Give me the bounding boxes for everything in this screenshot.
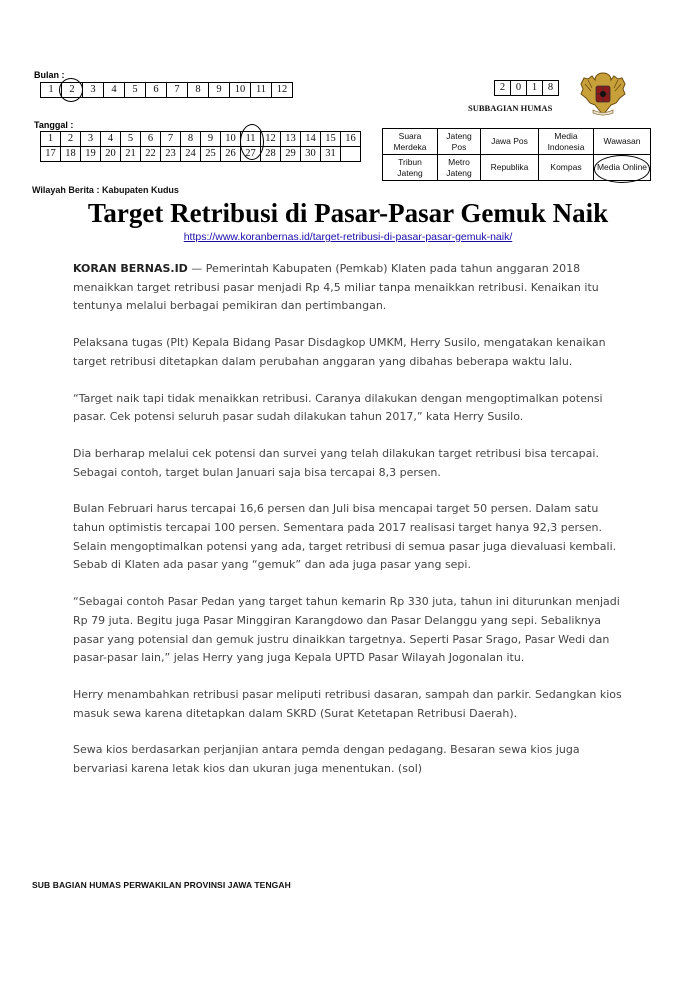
article-paragraph bbox=[73, 260, 633, 316]
media-cell: Jateng Pos bbox=[438, 129, 481, 155]
date-cell: 14 bbox=[301, 132, 321, 147]
bulan-label: Bulan : bbox=[34, 70, 65, 80]
article-paragraph: Bulan Februari harus tercapai 16,6 persen dan Juli bisa mencapai target 50 persen. Dalam satu tahun optimistis tercapai 100 persen. Sementara pada 2017 realisasi target hanya 92,3 persen. bbox=[73, 502, 603, 535]
date-grid bbox=[40, 131, 361, 162]
article-paragraph: “Sebagai contoh Pasar Pedan yang target tahun kemarin Rp 330 juta, tahun ini diturunkan menjadi Rp 79 juta. Begitu juga Pasar Minggiran Karangdowo dan Pasar Delanggu yang sepi. Sebaliknya pasar yang potensial dan gemuk justru dinaikkan targetnya. Seperti Pasar Srago, Pasar Wedi dan pasar-pasar lain,” jelas Herry yang juga Kepala UPTD Pasar Wilayah Jogonalan itu. bbox=[73, 595, 620, 665]
date-cell: 8 bbox=[181, 132, 201, 147]
date-cell: 13 bbox=[281, 132, 301, 147]
footer-label: SUB BAGIAN HUMAS PERWAKILAN PROVINSI JAWA TENGAH bbox=[32, 880, 291, 890]
month-cell: 10 bbox=[230, 83, 251, 98]
date-cell: 20 bbox=[101, 147, 121, 162]
date-cell: 5 bbox=[121, 132, 141, 147]
date-cell: 25 bbox=[201, 147, 221, 162]
month-cell-selected: 2 bbox=[62, 83, 83, 98]
media-cell: Wawasan bbox=[594, 129, 651, 155]
media-cell: Kompas bbox=[539, 155, 594, 181]
date-cell: 7 bbox=[161, 132, 181, 147]
media-cell: Republika bbox=[481, 155, 539, 181]
date-cell: 28 bbox=[261, 147, 281, 162]
date-cell: 23 bbox=[161, 147, 181, 162]
month-cell: 7 bbox=[167, 83, 188, 98]
month-cell: 8 bbox=[188, 83, 209, 98]
date-cell: 18 bbox=[61, 147, 81, 162]
month-cell: 9 bbox=[209, 83, 230, 98]
month-cell: 3 bbox=[83, 83, 104, 98]
media-cell: Jawa Pos bbox=[481, 129, 539, 155]
date-cell: 30 bbox=[301, 147, 321, 162]
date-cell: 16 bbox=[341, 132, 361, 147]
date-cell: 27 bbox=[241, 147, 261, 162]
article-paragraph: “Target naik tapi tidak menaikkan retribusi. Caranya dilakukan dengan mengoptimalkan potensi pasar. Cek potensi seluruh pasar sudah dilakukan tahun 2017,” kata Herry Susilo. bbox=[73, 391, 603, 424]
year-digit: 0 bbox=[511, 81, 527, 96]
date-cell: 21 bbox=[121, 147, 141, 162]
article-paragraph: Dia berharap melalui cek potensi dan survei yang telah dilakukan target retribusi bisa tercapai. Sebagai contoh, target bulan Januari saja bisa tercapai 8,3 persen. bbox=[73, 446, 599, 479]
date-cell: 10 bbox=[221, 132, 241, 147]
month-cell: 4 bbox=[104, 83, 125, 98]
date-cell: 1 bbox=[41, 132, 61, 147]
date-cell: 19 bbox=[81, 147, 101, 162]
year-digit: 8 bbox=[543, 81, 559, 96]
month-cell: 12 bbox=[272, 83, 293, 98]
article-paragraph: Sewa kios berdasarkan perjanjian antara pemda dengan pedagang. Besaran sewa kios juga bervariasi karena letak kios dan ukuran juga menentukan. (sol) bbox=[73, 743, 580, 776]
date-cell: 26 bbox=[221, 147, 241, 162]
date-cell: 2 bbox=[61, 132, 81, 147]
date-cell: 29 bbox=[281, 147, 301, 162]
article-paragraph: Herry menambahkan retribusi pasar meliputi retribusi dasaran, sampah dan parkir. Sedangkan kios masuk sewa karena ditetapkan dalam SKRD (Surat Ketetapan Retribusi Daerah). bbox=[73, 687, 622, 720]
article-body bbox=[73, 260, 633, 797]
garuda-emblem-icon bbox=[578, 70, 628, 118]
article-paragraph: Selain mengoptimalkan potensi yang ada, target retribusi di semua pasar juga dievaluasi kembali. Sebab di Klaten ada pasar yang “gemuk” dan ada juga pasar yang sepi. bbox=[73, 539, 617, 572]
date-cell: 6 bbox=[141, 132, 161, 147]
tanggal-label: Tanggal : bbox=[34, 120, 74, 130]
media-selection-circle bbox=[594, 155, 650, 183]
year-box bbox=[494, 80, 559, 96]
source-name: KORAN BERNAS.ID bbox=[73, 262, 188, 275]
article-title: Target Retribusi di Pasar-Pasar Gemuk Naik bbox=[87, 198, 609, 228]
date-selection-circle bbox=[240, 124, 264, 160]
date-cell: 17 bbox=[41, 147, 61, 162]
month-cell: 6 bbox=[146, 83, 167, 98]
year-digit: 2 bbox=[495, 81, 511, 96]
media-cell: Media Indonesia bbox=[539, 129, 594, 155]
month-cell: 5 bbox=[125, 83, 146, 98]
media-cell: Suara Merdeka bbox=[383, 129, 438, 155]
date-cell: 24 bbox=[181, 147, 201, 162]
media-cell: Tribun Jateng bbox=[383, 155, 438, 181]
subbagian-humas-label: SUBBAGIAN HUMAS bbox=[468, 103, 553, 113]
date-cell: 4 bbox=[101, 132, 121, 147]
article-url-link[interactable]: https://www.koranbernas.id/target-retribusi-di-pasar-pasar-gemuk-naik/ bbox=[183, 231, 513, 243]
date-cell: 22 bbox=[141, 147, 161, 162]
media-cell-selected: Media Online bbox=[594, 155, 651, 181]
month-selection-circle bbox=[59, 78, 83, 102]
article-paragraph: Pelaksana tugas (Plt) Kepala Bidang Pasar Disdagkop UMKM, Herry Susilo, mengatakan kenaikan target retribusi ditetapkan dalam perubahan anggaran yang dibahas beberapa waktu lalu. bbox=[73, 336, 606, 368]
date-cell: 3 bbox=[81, 132, 101, 147]
lead-text: — Pemerintah Kabupaten (Pemkab) Klaten pada tahun anggaran 2018 menaikkan target retribusi pasar menjadi Rp 4,5 miliar tanpa menaikkan retribusi. Kenaikan itu tentunya melalui berbagai pemikiran dan pertimbangan. bbox=[73, 262, 599, 313]
media-cell: Metro Jateng bbox=[438, 155, 481, 181]
date-cell bbox=[341, 147, 361, 162]
month-cell: 11 bbox=[251, 83, 272, 98]
date-cell: 9 bbox=[201, 132, 221, 147]
date-cell: 15 bbox=[321, 132, 341, 147]
month-cell: 1 bbox=[41, 83, 62, 98]
date-cell: 12 bbox=[261, 132, 281, 147]
wilayah-berita: Wilayah Berita : Kabupaten Kudus bbox=[32, 185, 179, 195]
date-cell-selected: 11 bbox=[241, 132, 261, 147]
year-digit: 1 bbox=[527, 81, 543, 96]
date-cell: 31 bbox=[321, 147, 341, 162]
